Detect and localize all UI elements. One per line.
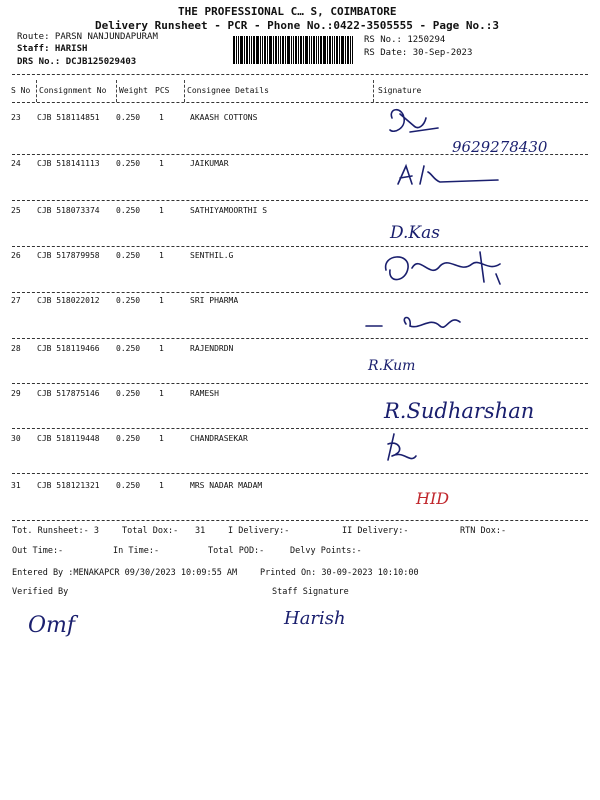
signature-row-30 [388, 434, 416, 460]
delvy-points: Delvy Points:- [290, 546, 362, 556]
row-weight: 0.250 [116, 389, 141, 398]
route-label: Route: PARSN NANJUNDAPURAM [17, 32, 158, 42]
row-pcs: 1 [159, 206, 164, 215]
col-header-consignee: Consignee Details [187, 86, 269, 95]
runsheet-title: Delivery Runsheet - PCR - Phone No.:0422-3505555 - Page No.:3 [95, 19, 499, 32]
i-delivery: I Delivery:- [228, 526, 290, 536]
row-weight: 0.250 [116, 344, 141, 353]
row-consignment: CJB 518121321 [37, 481, 100, 490]
col-header-weight: Weight [119, 86, 148, 95]
row-weight: 0.250 [116, 481, 141, 490]
row-pcs: 1 [159, 113, 164, 122]
divider [12, 74, 588, 75]
staff-signature [280, 598, 400, 638]
signature-row-24 [398, 166, 498, 184]
row-sno: 24 [11, 159, 21, 168]
printed-on: Printed On: 30-09-2023 10:10:00 [260, 568, 419, 578]
row-weight: 0.250 [116, 296, 141, 305]
handwritten-phone: 9629278430 [452, 138, 548, 156]
row-consignee: CHANDRASEKAR [190, 434, 248, 443]
drs-label: DRS No.: DCJB125029403 [17, 57, 137, 67]
staff-signature-text: Harish [284, 608, 346, 629]
verified-signature [20, 598, 140, 648]
row-pcs: 1 [159, 481, 164, 490]
row-consignee: MRS NADAR MADAM [190, 481, 263, 490]
row-consignee: SENTHIL.G [190, 251, 234, 260]
col-header-signature: Signature [378, 86, 422, 95]
row-consignee: JAIKUMAR [190, 159, 229, 168]
row-pcs: 1 [159, 389, 164, 398]
entered-by: Entered By :MENAKAPCR 09/30/2023 10:09:55 AM [12, 568, 238, 578]
ii-delivery: II Delivery:- [342, 526, 409, 536]
row-sno: 30 [11, 434, 21, 443]
divider [12, 102, 588, 103]
row-sno: 28 [11, 344, 21, 353]
column-divider [373, 80, 374, 102]
col-header-sno: S No [11, 86, 31, 95]
staff-label: Staff: HARISH [17, 44, 88, 54]
verified-signature-text: Omf [28, 613, 76, 638]
total-dox-label: Total Dox:- [122, 526, 179, 536]
signatures-area [368, 104, 590, 524]
rs-number: RS No.: 1250294 [364, 35, 446, 45]
row-pcs: 1 [159, 251, 164, 260]
row-pcs: 1 [159, 296, 164, 305]
signature-row-25: D.Kas [390, 223, 440, 243]
row-weight: 0.250 [116, 113, 141, 122]
row-sno: 26 [11, 251, 21, 260]
row-consignee: AKAASH COTTONS [190, 113, 258, 122]
row-sno: 27 [11, 296, 21, 305]
row-weight: 0.250 [116, 206, 141, 215]
row-consignee: SRI PHARMA [190, 296, 239, 305]
staff-signature-label: Staff Signature [272, 587, 349, 597]
row-sno: 29 [11, 389, 21, 398]
row-consignment: CJB 518119448 [37, 434, 100, 443]
row-consignment: CJB 518114851 [37, 113, 100, 122]
column-divider [184, 80, 185, 102]
row-pcs: 1 [159, 159, 164, 168]
signature-row-26 [386, 252, 500, 284]
verified-by-label: Verified By [12, 587, 69, 597]
column-divider [116, 80, 117, 102]
signature-row-31: HID [416, 489, 450, 508]
row-pcs: 1 [159, 434, 164, 443]
in-time: In Time:- [113, 546, 160, 556]
row-consignee: SATHIYAMOORTHI S [190, 206, 268, 215]
col-header-pcs: PCS [155, 86, 170, 95]
row-consignee: RAMESH [190, 389, 219, 398]
barcode [233, 36, 357, 64]
rtn-dox: RTN Dox:- [460, 526, 507, 536]
row-sno: 23 [11, 113, 21, 122]
tot-runsheet: Tot. Runsheet:- 3 [12, 526, 99, 536]
total-dox-value: 31 [195, 526, 206, 536]
row-consignment: CJB 517879958 [37, 251, 100, 260]
row-weight: 0.250 [116, 159, 141, 168]
row-weight: 0.250 [116, 434, 141, 443]
signature-row-28: R.Kum [368, 358, 416, 374]
column-divider [36, 80, 37, 102]
signature-row-27 [366, 318, 460, 328]
row-pcs: 1 [159, 344, 164, 353]
out-time: Out Time:- [12, 546, 64, 556]
row-consignment: CJB 518119466 [37, 344, 100, 353]
row-sno: 31 [11, 481, 21, 490]
col-header-consignment: Consignment No [39, 86, 107, 95]
total-pod: Total POD:- [208, 546, 265, 556]
row-consignment: CJB 518141113 [37, 159, 100, 168]
rs-date: RS Date: 30-Sep-2023 [364, 48, 473, 58]
row-consignment: CJB 518022012 [37, 296, 100, 305]
company-title: THE PROFESSIONAL C… S, COIMBATORE [178, 5, 397, 18]
signature-row-29: R.Sudharshan [384, 399, 535, 423]
row-consignment: CJB 517875146 [37, 389, 100, 398]
row-consignee: RAJENDRDN [190, 344, 234, 353]
row-consignment: CJB 518073374 [37, 206, 100, 215]
row-sno: 25 [11, 206, 21, 215]
signature-row-23 [390, 110, 438, 132]
row-weight: 0.250 [116, 251, 141, 260]
